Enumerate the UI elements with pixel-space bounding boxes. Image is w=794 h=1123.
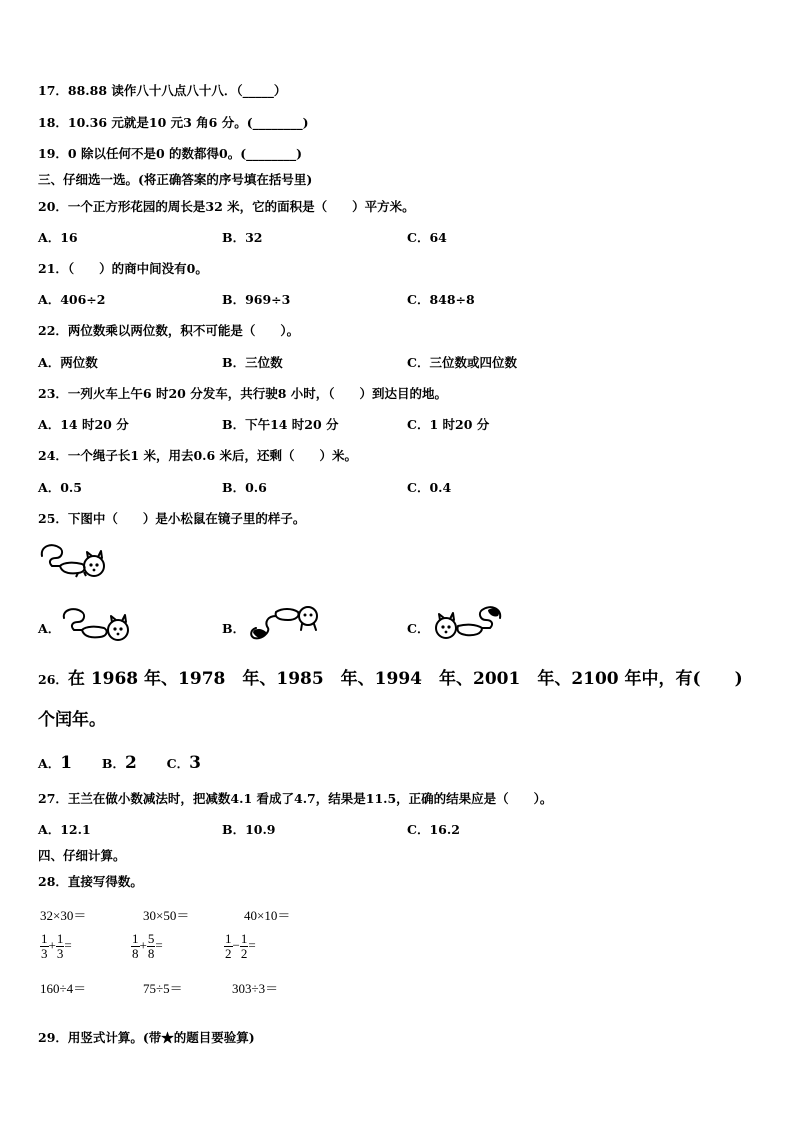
- question-26-option-b-label[interactable]: B．: [101, 756, 125, 771]
- squirrel-head: [84, 556, 104, 576]
- fraction-expression: $\frac{1}{8}$ + $\frac{5}{8}$ =: [132, 931, 163, 961]
- fraction: $\frac{1}{3}$: [56, 931, 64, 961]
- question-27-option-c[interactable]: C．16.2: [407, 822, 460, 837]
- question-20-option-b[interactable]: B．32: [222, 230, 263, 245]
- question-26-stem-cont: 个闰年。: [38, 710, 106, 730]
- question-18: 18．10.36 元就是10 元3 角6 分。(________): [38, 115, 309, 130]
- question-22-option-b[interactable]: B．三位数: [222, 355, 283, 370]
- squirrel-body: [60, 563, 85, 574]
- question-29-stem: 29．用竖式计算。(带★的题目要验算): [38, 1030, 255, 1045]
- question-27-stem: 27．王兰在做小数减法时，把减数4.1 看成了4.7，结果是11.5，正确的结果应是（ ）。: [38, 791, 553, 806]
- calc-item: 30×50＝: [143, 908, 190, 923]
- question-23-option-c[interactable]: C．1 时20 分: [407, 417, 490, 432]
- squirrel-reference-image: [38, 542, 112, 580]
- question-22-stem: 22．两位数乘以两位数，积不可能是（ ）。: [38, 323, 300, 338]
- question-25-option-a[interactable]: A．: [38, 621, 61, 636]
- calc-item: 303÷3＝: [232, 981, 279, 996]
- question-24-stem: 24．一个绳子长1 米，用去0.6 米后，还剩（ ）米。: [38, 448, 358, 463]
- question-21-option-a[interactable]: A．406÷2: [38, 292, 106, 307]
- section-3-heading: 三、仔细选一选。(将正确答案的序号填在括号里): [38, 172, 313, 187]
- question-23-option-b[interactable]: B．下午14 时20 分: [222, 417, 339, 432]
- question-17: 17．88.88 读作八十八点八十八．（_____）: [38, 83, 287, 98]
- calc-item: 160÷4＝: [40, 981, 87, 996]
- fraction-expression: $\frac{1}{2}$ − $\frac{1}{2}$ =: [225, 931, 256, 961]
- question-25-option-b[interactable]: B．: [222, 621, 246, 636]
- fraction: $\frac{5}{8}$: [147, 931, 155, 961]
- question-26-option-b-value[interactable]: 2: [124, 753, 137, 773]
- squirrel-option-b-image[interactable]: [246, 604, 322, 644]
- question-20-option-a[interactable]: A．16: [38, 230, 78, 245]
- question-25-option-c[interactable]: C．: [407, 621, 430, 636]
- question-26-number: 26．: [38, 672, 68, 687]
- question-23-stem: 23．一列火车上午6 时20 分发车，共行驶8 小时，（ ）到达目的地。: [38, 386, 447, 401]
- squirrel-option-a-image[interactable]: [60, 606, 134, 644]
- fraction: $\frac{1}{2}$: [225, 931, 232, 961]
- fraction: $\frac{1}{2}$: [240, 931, 248, 961]
- question-26-option-a-label[interactable]: A．: [38, 756, 61, 771]
- calc-item: 75÷5＝: [143, 981, 183, 996]
- fraction: $\frac{1}{8}$: [132, 931, 139, 961]
- question-28-stem: 28．直接写得数。: [38, 874, 143, 889]
- question-21-option-b[interactable]: B．969÷3: [222, 292, 291, 307]
- question-19: 19．0 除以任何不是0 的数都得0。(________): [38, 146, 303, 161]
- question-24-option-c[interactable]: C．0.4: [407, 480, 452, 495]
- question-21-option-c[interactable]: C．848÷8: [407, 292, 475, 307]
- squirrel-option-c-image[interactable]: [430, 604, 506, 642]
- question-26-text: 在 1968 年、1978 年、1985 年、1994 年、2001 年、2100 年中，有( ): [67, 669, 743, 689]
- calc-item: 32×30＝: [40, 908, 87, 923]
- question-25-stem: 25．下图中（ ）是小松鼠在镜子里的样子。: [38, 511, 306, 526]
- question-20-stem: 20．一个正方形花园的周长是32 米，它的面积是（ ）平方米。: [38, 199, 415, 214]
- question-22-option-c[interactable]: C．三位数或四位数: [407, 355, 517, 370]
- question-26-options: [38, 752, 201, 775]
- squirrel-tail: [42, 545, 62, 566]
- calc-item: 40×10＝: [244, 908, 291, 923]
- question-27-option-a[interactable]: A．12.1: [38, 822, 91, 837]
- question-20-option-c[interactable]: C．64: [407, 230, 447, 245]
- fraction-expression: $\frac{1}{3}$ + $\frac{1}{3}$ =: [41, 931, 72, 961]
- section-4-heading: 四、仔细计算。: [38, 848, 126, 863]
- question-26-option-a-value[interactable]: 1: [60, 753, 73, 773]
- fraction: $\frac{1}{3}$: [41, 931, 48, 961]
- question-24-option-b[interactable]: B．0.6: [222, 480, 267, 495]
- question-24-option-a[interactable]: A．0.5: [38, 480, 82, 495]
- question-23-option-a[interactable]: A．14 时20 分: [38, 417, 129, 432]
- question-27-option-b[interactable]: B．10.9: [222, 822, 276, 837]
- question-26-option-c-value[interactable]: 3: [189, 753, 201, 773]
- question-21-stem: 21．（ ）的商中间没有0。: [38, 261, 208, 276]
- question-26-option-c-label[interactable]: C．: [166, 756, 190, 771]
- question-22-option-a[interactable]: A．两位数: [38, 355, 98, 370]
- question-26-stem: [38, 668, 743, 691]
